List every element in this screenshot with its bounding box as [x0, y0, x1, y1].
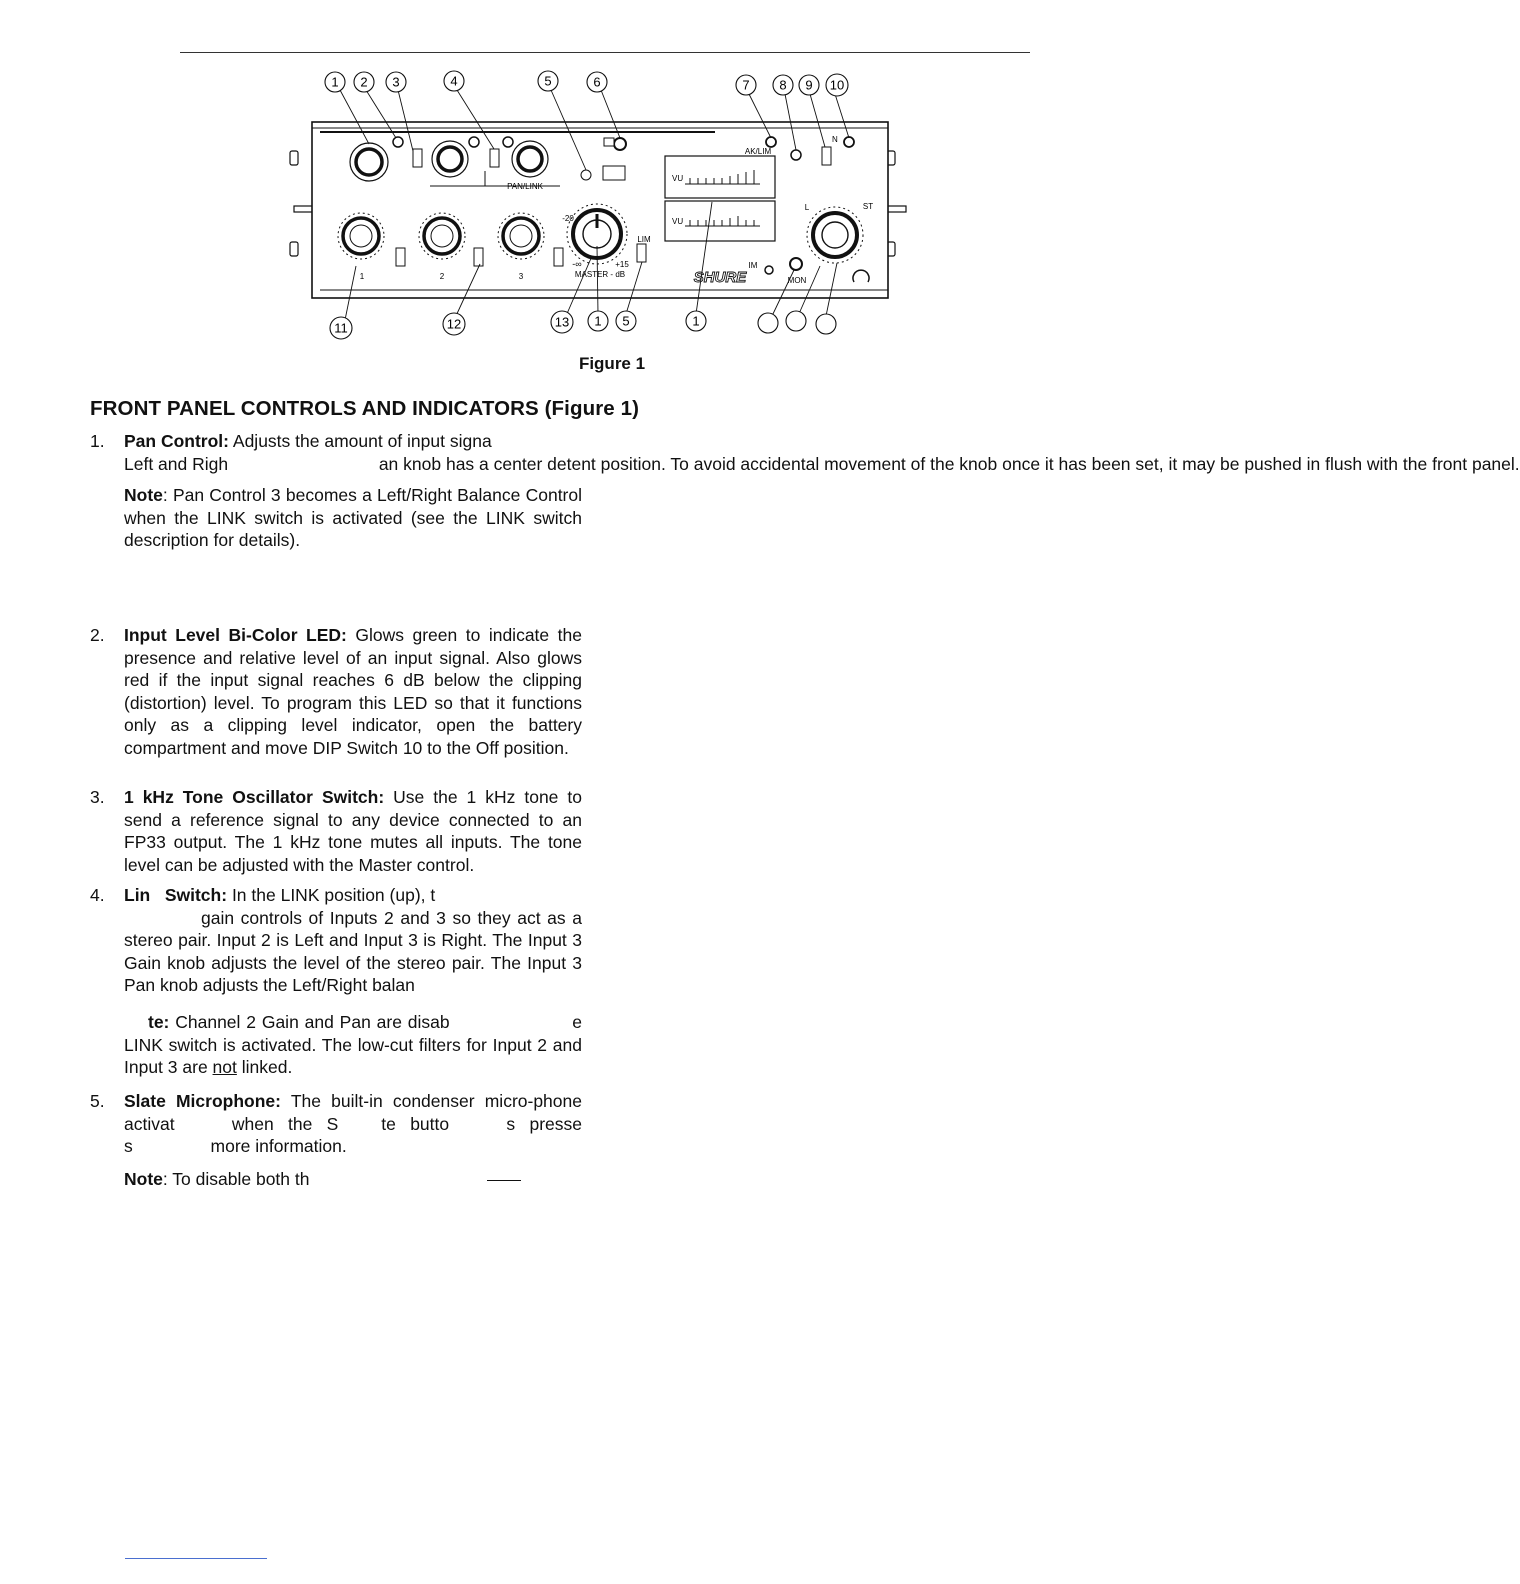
gain-knob-1	[338, 213, 384, 259]
master-max: +15	[615, 260, 629, 269]
callout-9	[799, 75, 819, 95]
lim-switch	[637, 244, 646, 262]
note-text: linked.	[236, 1057, 293, 1078]
lowcut-switch-3	[554, 248, 563, 266]
callout-1	[325, 72, 345, 92]
lowcut-switch-1	[396, 248, 405, 266]
item-text: The built-in condenser micro-phone activat when the S te butto s presse s more information.	[124, 1091, 733, 1157]
peak-led	[766, 137, 776, 147]
master-label: MASTER - dB	[574, 270, 626, 279]
callout-5	[538, 71, 558, 91]
im-led	[765, 266, 773, 274]
note-label: te:	[148, 1011, 170, 1032]
front-panel-figure	[280, 66, 920, 356]
monitor-st-label: ST	[862, 202, 874, 211]
item-label: Input Level Bi-Color LED:	[124, 625, 347, 645]
svg-text:8: 8	[779, 77, 787, 93]
item-text: gain controls of Inputs 2 and 3 so they act as a stereo pair. Input 2 is Left and Input 3 is Right. The Input 3 Gain knob adjusts the level of the stereo pair. The Input 3 Pan knob adjusts the Left/Right balan	[124, 907, 582, 996]
monitor-knob	[807, 207, 863, 263]
gain-knob-2	[419, 213, 465, 259]
callout-6	[587, 72, 607, 92]
callout-b1b	[686, 311, 706, 331]
item-text: Glows green to indicate the presence and relative level of an input signal. Also glows red if the input signal reaches 6 dB below the clipping (distortion) level. To program this LED so that it functions only as a clipping level indicator, open the battery compartment and move DIP Switch 10 to the Off position.	[124, 625, 582, 758]
master-min: -∞	[572, 259, 582, 269]
svg-text:11: 11	[334, 320, 348, 336]
svg-text:1: 1	[331, 74, 339, 90]
gain-knob-3	[498, 213, 544, 259]
note-text: : To disable both th	[162, 1168, 310, 1189]
monitor-l-label: L	[804, 203, 810, 212]
callout-b5	[616, 311, 636, 331]
figure-caption: Figure 1	[578, 354, 646, 373]
callout-3	[386, 72, 406, 92]
svg-text:5: 5	[544, 73, 552, 89]
item-number: 1.	[90, 431, 105, 451]
input-led-2	[469, 137, 479, 147]
pan-knob-2	[432, 141, 468, 177]
svg-text:1: 1	[594, 313, 602, 329]
callout-7	[736, 75, 756, 95]
footnote-rule	[125, 1558, 267, 1559]
lowcut-switch-2	[474, 248, 483, 266]
item-label: 1 kHz Tone Oscillator Switch:	[124, 787, 385, 807]
channel-label-1: 1	[359, 272, 365, 281]
svg-text:3: 3	[392, 74, 400, 90]
callout-4	[444, 71, 464, 91]
item-text: Use the 1 kHz tone to send a reference signal to any device connected to an FP33 output. The 1 kHz tone mutes all inputs. The tone level can be adjusted with the Master control.	[124, 787, 582, 875]
svg-text:10: 10	[829, 77, 845, 93]
note-underline: not	[212, 1057, 237, 1078]
item-number: 2.	[90, 625, 105, 645]
mon-label: MON	[787, 276, 807, 285]
vu-meter-1	[665, 156, 775, 198]
svg-text:2: 2	[360, 74, 368, 90]
channel-label-2: 2	[439, 272, 445, 281]
callout-11	[330, 317, 352, 339]
callout-10	[826, 74, 848, 96]
callout-2	[354, 72, 374, 92]
switch-9-label: N	[832, 135, 838, 144]
note-label: Note	[124, 485, 163, 506]
callout-12	[443, 313, 465, 335]
svg-text:5: 5	[622, 313, 630, 329]
svg-text:9: 9	[805, 77, 813, 93]
callout-b1	[588, 311, 608, 331]
peak-lim-label: AK/LIM	[744, 147, 772, 156]
item-text: In the LINK position (up), t	[231, 885, 436, 905]
led-10	[844, 137, 854, 147]
item-number: 4.	[90, 885, 105, 905]
item-label: Slate Microphone:	[124, 1091, 281, 1111]
svg-text:12: 12	[446, 316, 462, 332]
lim-label: LIM	[637, 235, 651, 244]
master-mid: -20	[562, 214, 574, 223]
svg-text:13: 13	[554, 314, 570, 330]
item-label: Pan Control:	[124, 431, 229, 451]
mon-jack	[790, 258, 802, 270]
brand-logo: SHURE	[693, 269, 747, 286]
input-led-3	[503, 137, 513, 147]
callout-blank-1	[758, 313, 778, 333]
svg-text:7: 7	[742, 77, 750, 93]
callout-8	[773, 75, 793, 95]
top-rule	[180, 52, 1030, 53]
channel-label-3: 3	[518, 272, 524, 281]
vu-label-2: VU	[672, 217, 684, 226]
svg-text:1: 1	[692, 313, 700, 329]
pan-label: PAN/LINK	[507, 182, 543, 191]
blank-underline	[487, 1180, 521, 1181]
item-number: 3.	[90, 787, 105, 807]
section-title: FRONT PANEL CONTROLS AND INDICATORS (Figure 1)	[90, 397, 639, 420]
link-switch	[490, 149, 499, 167]
callout-blank-3	[816, 314, 836, 334]
battery-icon	[603, 166, 625, 180]
left-handle	[294, 124, 314, 294]
pan-knob-1	[350, 143, 388, 181]
svg-text:4: 4	[450, 73, 458, 89]
slate-mic	[581, 170, 591, 180]
switch-9	[822, 147, 831, 165]
vu-meter-2	[665, 201, 775, 241]
callouts-bottom	[330, 311, 836, 339]
note-text: Channel 2 Gain and Pan are disab e LINK switch is activated. The low-cut filters for Input 2 and Input 3 are	[124, 1011, 587, 1078]
note-label: Note	[124, 1168, 163, 1189]
pan-knob-3	[512, 141, 548, 177]
input-led-1	[393, 137, 403, 147]
item-text: Left and Righ an knob has a center detent position. To avoid accidental movement of the knob once it has been set, it may be pushed in flush with the front panel.	[124, 453, 1520, 474]
callout-13	[551, 311, 573, 333]
item-text: Adjusts the amount of input signa	[232, 431, 492, 451]
im-label: IM	[748, 261, 758, 270]
svg-text:6: 6	[593, 74, 601, 90]
item-label: Lin Switch:	[124, 885, 228, 905]
led-8	[791, 150, 801, 160]
tone-switch	[413, 149, 422, 167]
callout-blank-2	[786, 311, 806, 331]
vu-label-1: VU	[672, 174, 684, 183]
item-number: 5.	[90, 1091, 105, 1111]
callouts-top	[325, 71, 848, 96]
note-text: : Pan Control 3 becomes a Left/Right Balance Control when the LINK switch is activated (see the LINK switch description for details).	[124, 485, 582, 551]
